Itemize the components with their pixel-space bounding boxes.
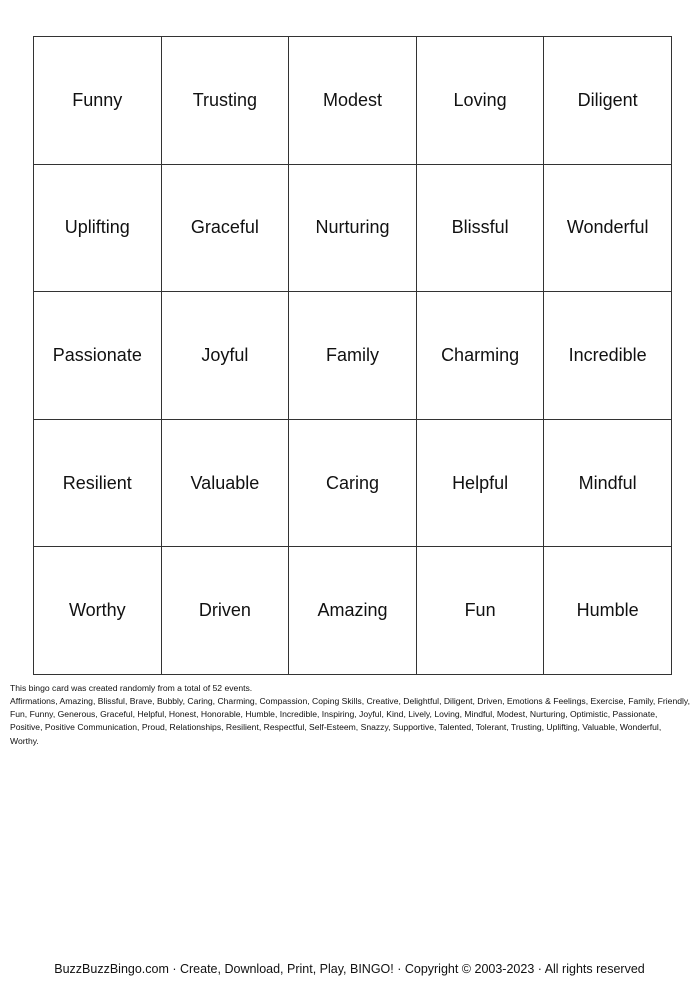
bingo-card: [33, 36, 672, 675]
bingo-row: [34, 37, 672, 165]
generation-note: This bingo card was created randomly from a total of 52 events.: [10, 683, 253, 693]
bingo-cell: Diligent: [544, 37, 672, 165]
bingo-cell: Incredible: [544, 292, 672, 420]
bingo-cell: Loving: [416, 37, 544, 165]
bingo-cell: Joyful: [161, 292, 289, 420]
bingo-cell: Charming: [416, 292, 544, 420]
bingo-row: [34, 164, 672, 292]
bingo-cell: Nurturing: [289, 164, 417, 292]
site-footer: BuzzBuzzBingo.com · Create, Download, Print, Play, BINGO! · Copyright © 2003-2023 · All rights reserved: [54, 962, 645, 976]
bingo-cell: Uplifting: [34, 164, 162, 292]
bingo-cell: Amazing: [289, 547, 417, 675]
bingo-cell: Caring: [289, 419, 417, 547]
bingo-cell: Funny: [34, 37, 162, 165]
bingo-cell: Driven: [161, 547, 289, 675]
bingo-cell: Helpful: [416, 419, 544, 547]
bingo-cell: Resilient: [34, 419, 162, 547]
bingo-row: [34, 419, 672, 547]
bingo-cell: Mindful: [544, 419, 672, 547]
bingo-cell: Passionate: [34, 292, 162, 420]
bingo-cell: Blissful: [416, 164, 544, 292]
bingo-cell: Valuable: [161, 419, 289, 547]
bingo-row: [34, 547, 672, 675]
bingo-cell: Graceful: [161, 164, 289, 292]
bingo-cell: Humble: [544, 547, 672, 675]
bingo-row: [34, 292, 672, 420]
bingo-cell: Fun: [416, 547, 544, 675]
bingo-cell: Modest: [289, 37, 417, 165]
event-list: Affirmations, Amazing, Blissful, Brave, Bubbly, Caring, Charming, Compassion, Coping Skills, Creative, Delightful, Diligent, Driven, Emotions & Feelings, Exercise, Family, Friendly, Fun, Funny, Generous, Graceful, Helpful, Honest, Honorable, Humble, Incredible, Inspiring, Joyful, Kind, Lively, Loving, Mindful, Modest, Nurturing, Optimistic, Passionate, Positive, Positive Communication, Proud, Relationships, Resilient, Respectful, Self-Esteem, Snazzy, Supportive, Talented, Tolerant, Trusting, Uplifting, Valuable, Wonderful, Worthy.: [10, 696, 690, 746]
bingo-cell: Wonderful: [544, 164, 672, 292]
bingo-cell: Trusting: [161, 37, 289, 165]
bingo-cell: Worthy: [34, 547, 162, 675]
bingo-cell: Family: [289, 292, 417, 420]
